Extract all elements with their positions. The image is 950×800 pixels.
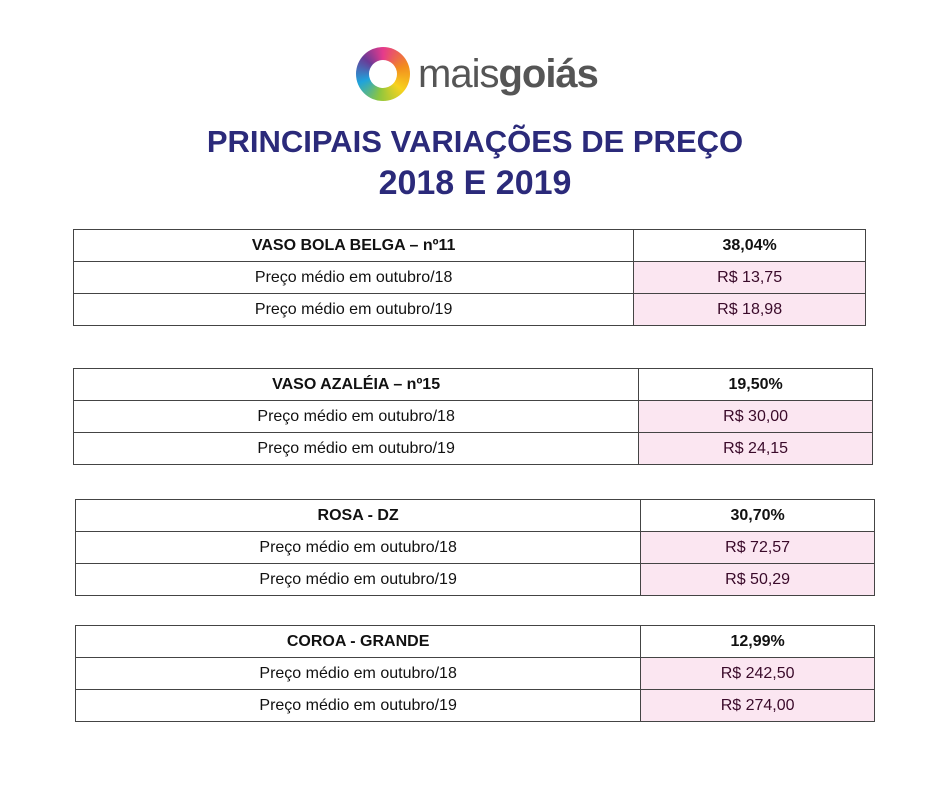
row-price: R$ 242,50 (641, 658, 875, 690)
table-header-row (76, 500, 875, 532)
table-row (76, 690, 875, 722)
row-price: R$ 50,29 (641, 564, 875, 596)
row-label: Preço médio em outubro/18 (74, 401, 639, 433)
row-price: R$ 24,15 (639, 433, 873, 465)
table-header-row (74, 230, 866, 262)
product-name: VASO AZALÉIA – nº15 (74, 369, 639, 401)
row-price: R$ 72,57 (641, 532, 875, 564)
row-label: Preço médio em outubro/18 (76, 532, 641, 564)
price-variation: 38,04% (634, 230, 866, 262)
row-label: Preço médio em outubro/19 (74, 294, 634, 326)
row-price: R$ 13,75 (634, 262, 866, 294)
price-table-vaso-azaleia (73, 368, 873, 465)
row-label: Preço médio em outubro/19 (74, 433, 639, 465)
table-header-row (74, 369, 873, 401)
product-name: VASO BOLA BELGA – nº11 (74, 230, 634, 262)
brand-name-light: mais (418, 52, 499, 96)
row-label: Preço médio em outubro/19 (76, 690, 641, 722)
product-name: ROSA - DZ (76, 500, 641, 532)
table-row (74, 262, 866, 294)
brand-name-bold: goiás (498, 52, 598, 96)
brand-wordmark (418, 54, 598, 94)
row-price: R$ 30,00 (639, 401, 873, 433)
table-row (74, 294, 866, 326)
price-variation: 30,70% (641, 500, 875, 532)
table-header-row (76, 626, 875, 658)
row-price: R$ 274,00 (641, 690, 875, 722)
page-subtitle-years: 2018 E 2019 (378, 164, 572, 202)
page-title: PRINCIPAIS VARIAÇÕES DE PREÇO (206, 124, 744, 159)
maisgoias-ring-logo-icon (356, 47, 410, 101)
table-row (76, 564, 875, 596)
table-row (74, 433, 873, 465)
price-table-coroa-grande (75, 625, 875, 722)
table-row (76, 532, 875, 564)
table-row (76, 658, 875, 690)
price-table-rosa-dz (75, 499, 875, 596)
price-table-vaso-bola-belga (73, 229, 866, 326)
row-label: Preço médio em outubro/18 (76, 658, 641, 690)
price-variation: 19,50% (639, 369, 873, 401)
table-row (74, 401, 873, 433)
row-price: R$ 18,98 (634, 294, 866, 326)
price-variation: 12,99% (641, 626, 875, 658)
product-name: COROA - GRANDE (76, 626, 641, 658)
row-label: Preço médio em outubro/18 (74, 262, 634, 294)
brand-logo (356, 45, 598, 103)
row-label: Preço médio em outubro/19 (76, 564, 641, 596)
